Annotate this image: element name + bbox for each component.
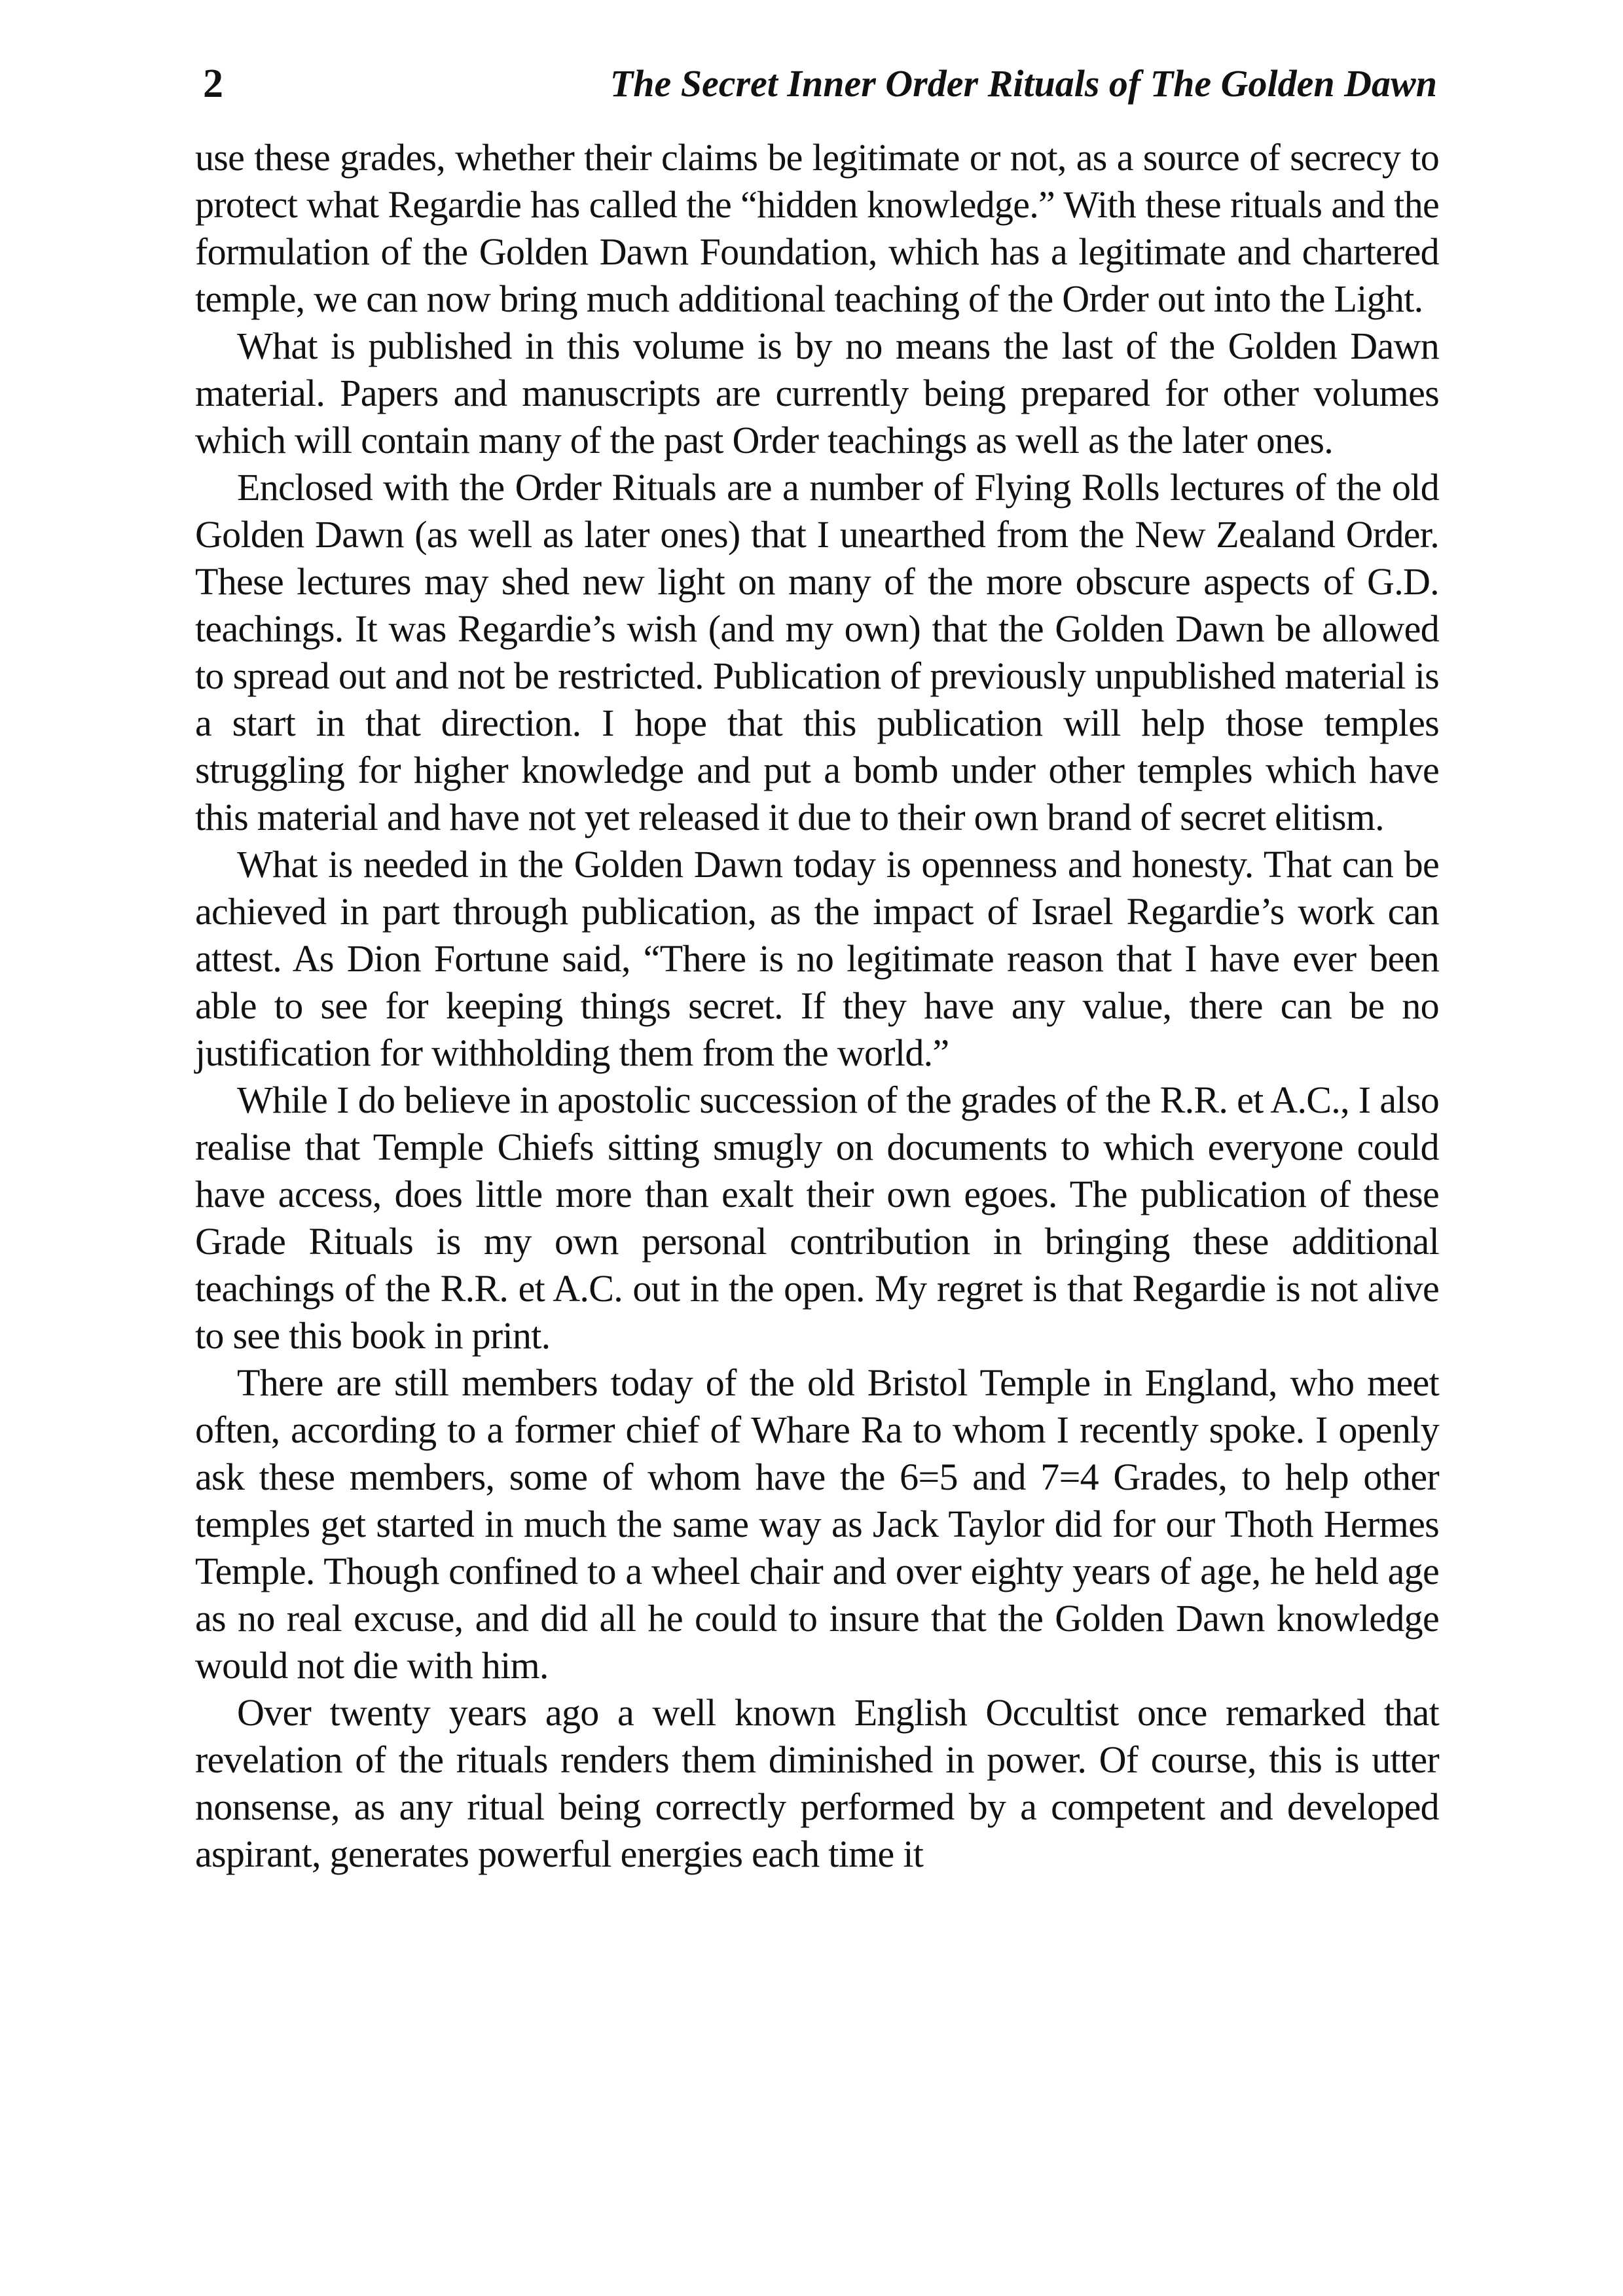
paragraph-3: Enclosed with the Order Rituals are a number of Flying Rolls lectures of the old Golden Dawn (as well as later ones) that I unearthed from the New Zealand Order. These lectures may shed new light on many of the more obscure aspects of G.D. teachings. It was Regardie’s wish (and my own) that the Golden Dawn be allowed to spread out and not be restricted. Publication of previously unpublished material is a start in that direction. I hope that this publication will help those temples struggling for higher knowledge and put a bomb under other temples which have this material and have not yet released it due to their own brand of secret elitism. <box>195 466 1439 838</box>
paragraph-7: Over twenty years ago a well known English Occultist once remarked that revelation of the rituals renders them diminished in power. Of course, this is utter nonsense, as any ritual being correctly performed by a competent and developed aspirant, generates powerful energies each time it <box>195 1691 1439 1875</box>
paragraph-4: What is needed in the Golden Dawn today is openness and honesty. That can be achieved in part through publication, as the impact of Israel Regardie’s work can attest. As Dion Fortune said, “There is no legitimate reason that I have ever been able to see for keeping things secret. If they have any value, there can be no justification for withholding them from the world.” <box>195 843 1439 1074</box>
paragraph-1: use these grades, whether their claims be legitimate or not, as a source of secrecy to protect what Regardie has called the “hidden knowledge.” With these rituals and the formulation of the Golden Dawn Foundation, which has a legitimate and chartered temple, we can now bring much additional teaching of the Order out into the Light. <box>195 136 1439 320</box>
running-head <box>196 58 1437 110</box>
body-text <box>195 134 1439 2196</box>
paragraph-5: While I do believe in apostolic succession of the grades of the R.R. et A.C., I also realise that Temple Chiefs sitting smugly on documents to which everyone could have access, does little more than exalt their own egoes. The publication of these Grade Rituals is my own personal contribution in bringing these additional teachings of the R.R. et A.C. out in the open. My regret is that Regardie is not alive to see this book in print. <box>195 1079 1439 1357</box>
paragraph-6: There are still members today of the old Bristol Temple in England, who meet often, according to a former chief of Whare Ra to whom I recently spoke. I openly ask these members, some of whom have the 6=5 and 7=4 Grades, to help other temples get started in much the same way as Jack Taylor did for our Thoth Hermes Temple. Though confined to a wheel chair and over eighty years of age, he held age as no real excuse, and did all he could to insure that the Golden Dawn knowledge would not die with him. <box>195 1361 1439 1687</box>
page-number: 2 <box>203 62 223 106</box>
paragraph-2: What is published in this volume is by no means the last of the Golden Dawn material. Papers and manuscripts are currently being prepared for other volumes which will contain many of the past Order teachings as well as the later ones. <box>195 325 1439 461</box>
running-title: The Secret Inner Order Rituals of The Golden Dawn <box>610 62 1437 105</box>
